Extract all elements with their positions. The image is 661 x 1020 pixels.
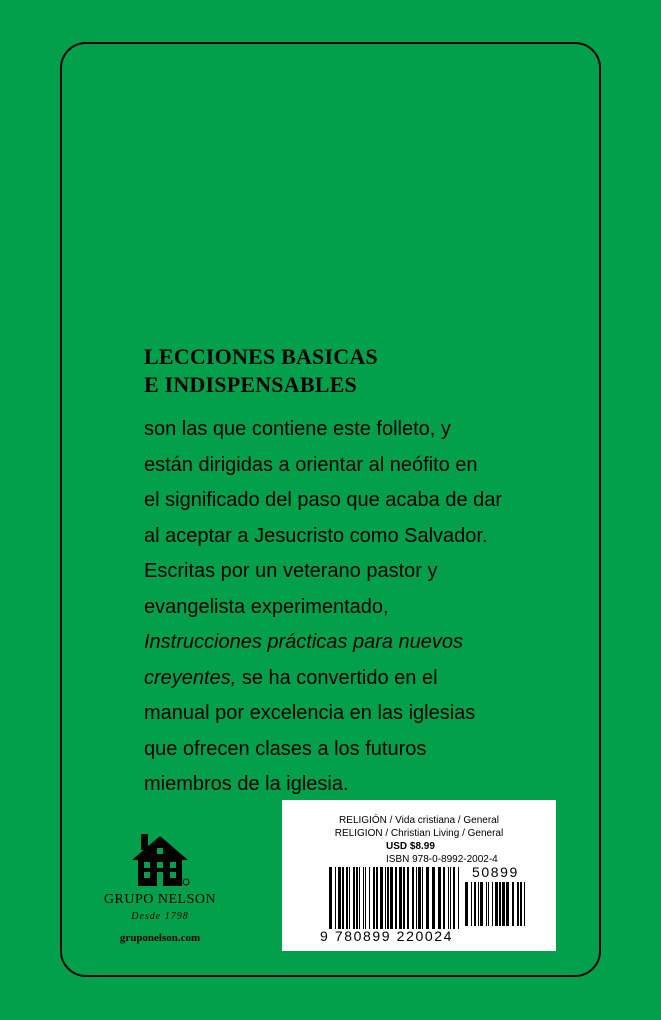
publisher-logo <box>100 830 220 944</box>
category-en: RELIGION / Christian Living / General <box>334 828 504 839</box>
description <box>144 412 564 803</box>
description-line: que ofrecen clases a los futuros <box>144 737 427 760</box>
description-line: son las que contiene este folleto, y <box>144 418 451 440</box>
description-line: están dirigidas a orientar al neófito en <box>144 453 478 476</box>
publisher-since: Desde 1798 <box>131 911 189 922</box>
addon-digits: 50899 <box>472 864 519 880</box>
description-line: Escritas por un veterano pastor y <box>144 560 438 582</box>
publisher-brand: GRUPO NELSON <box>103 892 217 907</box>
publisher-website: gruponelson.com <box>119 932 201 944</box>
description-line <box>144 661 564 697</box>
description-line: evangelista experimentado, <box>144 595 389 618</box>
price: USD $8.99 <box>386 841 435 852</box>
description-line: miembros de la iglesia. <box>144 773 349 795</box>
heading-line-1: LECCIONES BASICAS <box>144 344 378 369</box>
category-es: RELIGIÓN / Vida cristiana / General <box>339 815 499 826</box>
price-label <box>282 800 556 951</box>
isbn: ISBN 978-0-8992-2002-4 <box>386 854 498 865</box>
heading-line-2: E INDISPENSABLES <box>144 372 357 397</box>
description-line: el significado del paso que acaba de dar <box>144 489 503 511</box>
house-logo-icon <box>128 830 192 888</box>
description-line: al aceptar a Jesucristo como Salvador. <box>144 524 488 547</box>
description-line: Instrucciones prácticas para nuevos <box>144 631 464 653</box>
heading <box>144 343 378 399</box>
isbn-barcode-icon <box>329 867 459 929</box>
price-addon-barcode-icon <box>465 882 525 926</box>
description-line: manual por excelencia en las iglesias <box>144 702 476 724</box>
barcode-digits: 9 780899 220024 <box>320 928 453 944</box>
description-fragment: se ha convertido en el <box>236 666 438 689</box>
book-title-fragment: creyentes, <box>144 666 237 689</box>
